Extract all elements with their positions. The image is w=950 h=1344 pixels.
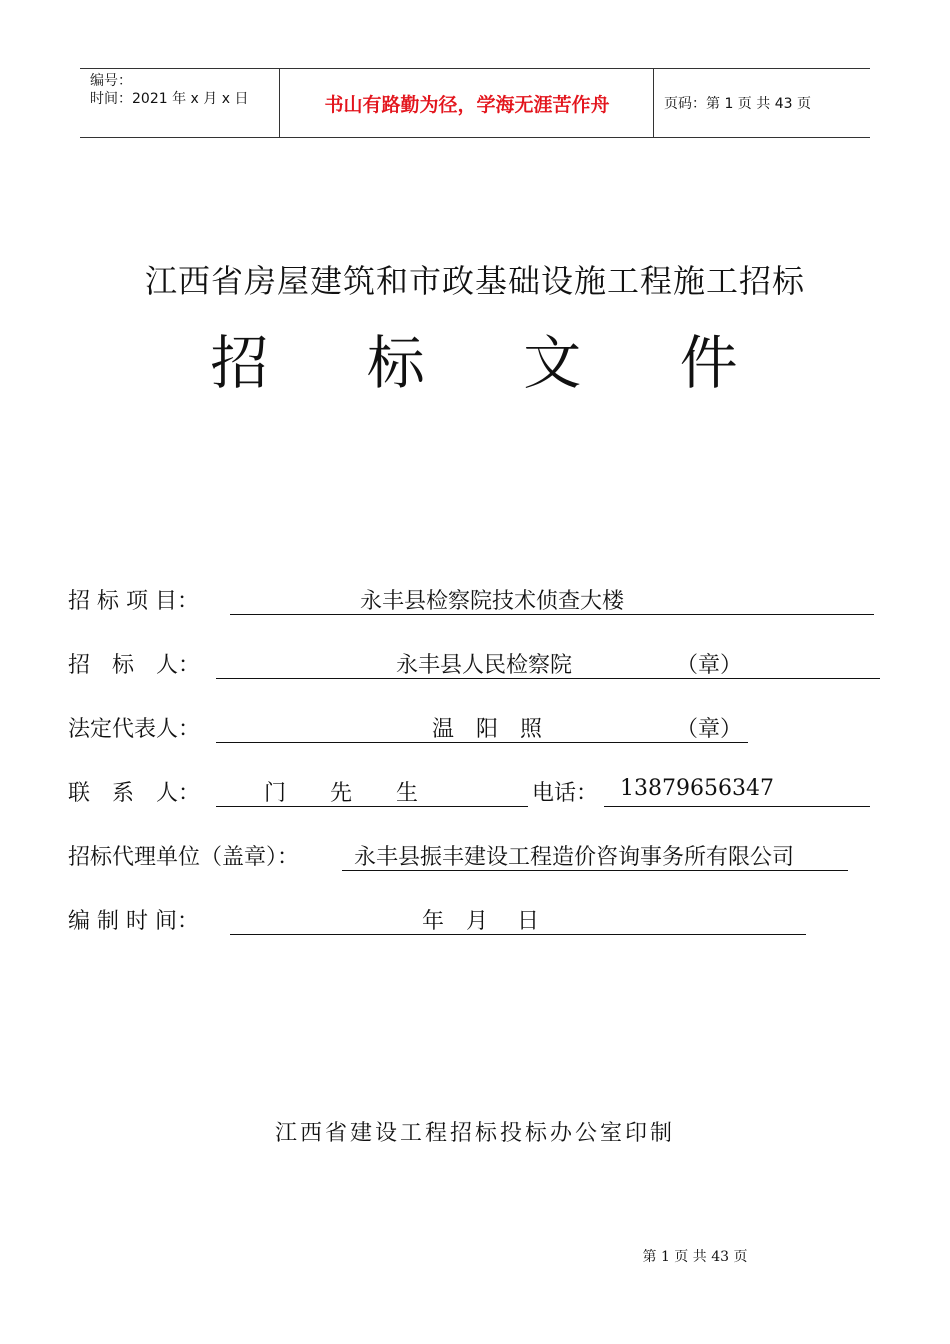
- field-label: 编 制 时 间：: [68, 909, 199, 934]
- title-char: 文: [523, 329, 584, 397]
- field-value: 永丰县检察院技术侦查大楼: [360, 589, 625, 614]
- seal-label: （章）: [676, 717, 743, 742]
- field-value: 温 阳 照: [432, 717, 543, 742]
- field-value: 门 先 生: [264, 781, 419, 806]
- phone-label: 电话：: [532, 781, 599, 806]
- title-char: 招: [210, 329, 271, 397]
- page-header: [80, 68, 870, 138]
- field-label: 招 标 人：: [68, 653, 201, 678]
- header-meta: [80, 69, 280, 137]
- field-label: 法定代表人：: [68, 717, 201, 742]
- field-label: 招标代理单位（盖章）：: [68, 845, 300, 870]
- number-label: 编号：: [90, 73, 132, 89]
- header-motto: 书山有路勤为径，学海无涯苦作舟: [281, 69, 654, 137]
- title-char: 标: [366, 329, 427, 397]
- seal-label: （章）: [676, 653, 743, 678]
- document-title: [0, 316, 950, 400]
- field-label: 联 系 人：: [68, 781, 201, 806]
- field-label: 招 标 项 目：: [68, 589, 199, 614]
- field-value: 永丰县人民检察院: [396, 653, 573, 678]
- field-value: 年 月 日: [422, 909, 539, 934]
- printer-note: 江西省建设工程招标投标办公室印制: [274, 1121, 675, 1146]
- phone-value: 13879656347: [620, 776, 774, 801]
- field-value: 永丰县振丰建设工程造价咨询事务所有限公司: [354, 845, 795, 870]
- header-page-info: 页码：第 1 页 共 43 页: [664, 96, 811, 112]
- page-number: 第 1 页 共 43 页: [642, 1249, 748, 1265]
- title-char: 件: [679, 329, 740, 397]
- document-subtitle: 江西省房屋建筑和市政基础设施工程施工招标: [144, 262, 805, 300]
- time-label: 时间：2021 年 x 月 x 日: [90, 91, 249, 107]
